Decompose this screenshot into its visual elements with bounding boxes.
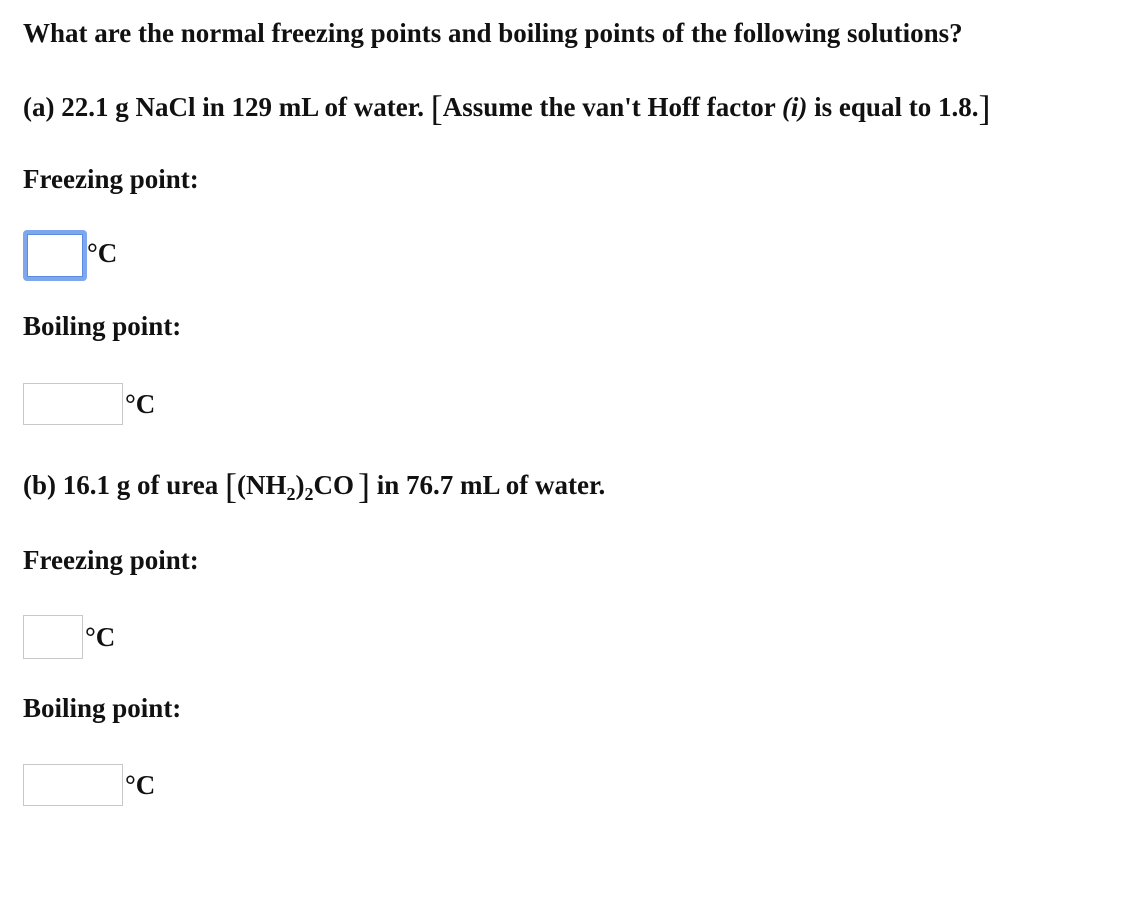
part-b-formula-2: ) xyxy=(295,470,305,500)
question-title: What are the normal freezing points and boiling points of the following solutions? xyxy=(23,18,963,48)
part-a-note-2: is equal to 1.8. xyxy=(807,92,979,122)
part-b-freezing-row xyxy=(23,615,115,659)
part-a-text: (a) 22.1 g NaCl in 129 mL of water. xyxy=(23,92,424,122)
part-b-formula-3: CO xyxy=(313,470,354,500)
part-a-boiling-unit: °C xyxy=(125,388,156,419)
part-a-prompt xyxy=(23,90,990,126)
part-b-formula-sub-2: 2 xyxy=(304,484,314,504)
part-b-formula-1: (NH xyxy=(237,470,287,500)
part-a-note-1: Assume the van't Hoff factor xyxy=(442,92,782,122)
part-a-bracket-close: ] xyxy=(978,88,991,128)
part-a-boiling-row xyxy=(23,383,155,425)
part-a-freezing-input[interactable] xyxy=(23,230,87,281)
part-a-boiling-label: Boiling point: xyxy=(23,311,182,341)
part-b-freezing-input[interactable] xyxy=(23,615,83,659)
part-b-suffix: in 76.7 mL of water. xyxy=(376,470,606,500)
part-a-note-italic: (i) xyxy=(781,92,808,122)
part-b-boiling-unit: °C xyxy=(125,769,156,800)
part-b-boiling-row xyxy=(23,764,155,806)
part-b-freezing-label: Freezing point: xyxy=(23,545,199,575)
part-b-prompt xyxy=(23,468,605,504)
part-a-freezing-label: Freezing point: xyxy=(23,164,199,194)
part-b-text: (b) 16.1 g of urea xyxy=(23,470,219,500)
part-a-bracket-open: [ xyxy=(430,88,443,128)
part-b-boiling-label: Boiling point: xyxy=(23,693,182,723)
part-b-bracket-open: [ xyxy=(225,466,237,506)
part-b-freezing-unit: °C xyxy=(85,621,116,652)
part-a-freezing-row xyxy=(23,230,117,281)
part-b-bracket-close: ] xyxy=(358,466,370,506)
part-a-freezing-unit: °C xyxy=(87,238,118,268)
part-a-boiling-input[interactable] xyxy=(23,383,123,425)
part-b-boiling-input[interactable] xyxy=(23,764,123,806)
part-b-formula-sub-1: 2 xyxy=(286,484,296,504)
